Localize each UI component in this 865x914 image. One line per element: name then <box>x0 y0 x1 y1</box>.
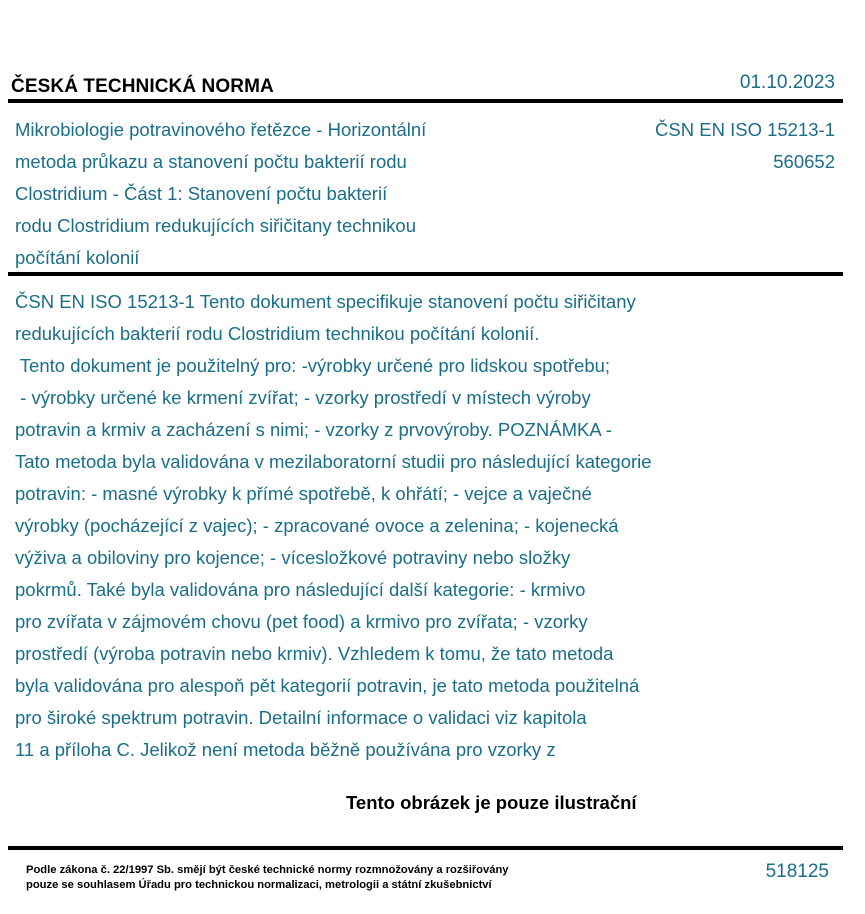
abstract-line: - výrobky určené ke krmení zvířat; - vzorky prostředí v místech výroby <box>15 387 591 408</box>
abstract-line: výživa a obiloviny pro kojence; - vícesložkové potraviny nebo složky <box>15 547 571 568</box>
document-type-title: ČESKÁ TECHNICKÁ NORMA <box>11 76 274 97</box>
document-number: 518125 <box>765 861 829 882</box>
standard-identifiers <box>655 114 835 178</box>
standard-title-line: Mikrobiologie potravinového řetězce - Horizontální <box>15 119 427 140</box>
abstract-line: redukujících bakterií rodu Clostridium technikou počítání kolonií. <box>15 323 540 344</box>
abstract-line: pro široké spektrum potravin. Detailní informace o validaci viz kapitola <box>15 707 587 728</box>
abstract-line: pro zvířata v zájmovém chovu (pet food) a krmivo pro zvířata; - vzorky <box>15 611 588 632</box>
abstract-line: byla validována pro alespoň pět kategorií potravin, je tato metoda použitelná <box>15 675 640 696</box>
standard-title-line: rodu Clostridium redukujících siřičitany technikou <box>15 215 417 236</box>
standard-code: ČSN EN ISO 15213-1 <box>655 119 835 140</box>
abstract-line: Tato metoda byla validována v mezilaboratorní studii pro následující kategorie <box>15 451 652 472</box>
abstract-line: potravin: - masné výrobky k přímé spotřebě, k ohřátí; - vejce a vaječné <box>15 483 592 504</box>
abstract-line: ČSN EN ISO 15213-1 Tento dokument specifikuje stanovení počtu siřičitany <box>15 291 636 312</box>
publication-date: 01.10.2023 <box>739 72 835 93</box>
footer-rule <box>8 846 843 850</box>
header-rule <box>8 99 843 103</box>
standard-title-line: Clostridium - Část 1: Stanovení počtu bakterií <box>15 183 388 204</box>
legal-notice <box>26 863 509 893</box>
standard-title-line: metoda průkazu a stanovení počtu bakterií rodu <box>15 151 407 172</box>
abstract-line: potravin a krmiv a zacházení s nimi; - vzorky z prvovýroby. POZNÁMKA - <box>15 419 612 440</box>
title-rule <box>8 272 843 276</box>
class-number: 560652 <box>773 151 835 172</box>
legal-notice-line: Podle zákona č. 22/1997 Sb. smějí být české technické normy rozmnožovány a rozšiřovány <box>26 864 509 876</box>
abstract-line: prostředí (výroba potravin nebo krmiv). Vzhledem k tomu, že tato metoda <box>15 643 614 664</box>
standard-title <box>15 114 515 274</box>
legal-notice-line: pouze se souhlasem Úřadu pro technickou normalizaci, metrologii a státní zkušebnictví <box>26 879 492 891</box>
abstract-line: výrobky (pocházející z vajec); - zpracované ovoce a zelenina; - kojenecká <box>15 515 619 536</box>
illustrative-notice: Tento obrázek je pouze ilustrační <box>346 792 637 813</box>
abstract-line: Tento dokument je použitelný pro: -výrobky určené pro lidskou spotřebu; <box>15 355 611 376</box>
abstract-line: pokrmů. Také byla validována pro následující další kategorie: - krmivo <box>15 579 586 600</box>
abstract-line: 11 a příloha C. Jelikož není metoda běžně používána pro vzorky z <box>15 739 556 760</box>
standard-title-line: počítání kolonií <box>15 247 140 268</box>
abstract-text <box>15 286 765 766</box>
